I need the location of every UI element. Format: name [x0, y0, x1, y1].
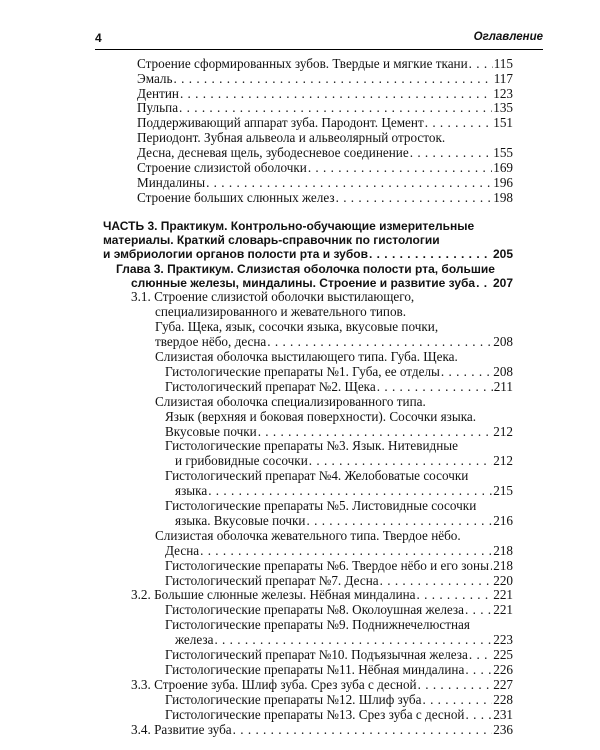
toc-entry-title: Гистологические препараты №8. Околоушная железа: [165, 602, 464, 617]
toc-entry: [165, 543, 513, 558]
toc-entry: [131, 722, 513, 737]
toc-entry: [175, 453, 513, 468]
toc-entry-title: и эмбриологии органов полости рта и зубов: [103, 247, 368, 261]
toc-entry-page: 207: [492, 276, 513, 290]
toc-entry-title: Гистологический препарат №10. Подъязычная железа: [165, 647, 468, 662]
toc-entry-title: Строение слизистой оболочки: [137, 160, 307, 175]
toc-entry-page: 196: [493, 175, 513, 190]
dot-leader: [418, 678, 493, 692]
toc-entry-page: 117: [493, 71, 513, 86]
toc-entry-title: Гистологические препараты №6. Твердое нёбо и его зоны: [165, 558, 489, 573]
toc-entry: [175, 513, 513, 528]
dot-leader: [425, 116, 492, 130]
toc-entry-page: 220: [493, 573, 513, 588]
toc-entry: [137, 160, 513, 175]
toc-entry: [137, 86, 513, 101]
toc-entry-page: 155: [493, 145, 513, 160]
toc-entry-title: твердое нёбо, десна: [155, 334, 267, 349]
toc-entry-page: 218: [493, 558, 513, 573]
toc-entry: [116, 261, 513, 276]
toc-entry-title: Периодонт. Зубная альвеола и альвеолярный отросток.: [137, 130, 446, 145]
dot-leader: [410, 146, 492, 160]
toc-entry-page: 221: [493, 602, 513, 617]
toc-entry: [155, 349, 513, 364]
toc-entry-page: 228: [493, 692, 513, 707]
toc-entry: [165, 424, 513, 439]
toc-entry-title: Гистологический препарат №2. Щека: [165, 379, 376, 394]
toc-entry-title: Десна: [165, 543, 200, 558]
toc-entry-page: 226: [493, 662, 513, 677]
toc-entry-title: ЧАСТЬ 3. Практикум. Контрольно-обучающие измерительные: [103, 219, 475, 233]
toc-entry: [155, 334, 513, 349]
dot-leader: [422, 693, 492, 707]
toc-entry-title: Глава 3. Практикум. Слизистая оболочка полости рта, большие: [116, 262, 495, 276]
running-title: Оглавление: [473, 31, 543, 43]
dot-leader: [180, 87, 492, 101]
toc-entry-page: 208: [493, 334, 513, 349]
toc-entry: [165, 438, 513, 453]
toc-entry-title: железа: [175, 632, 214, 647]
toc-entry: [155, 319, 513, 334]
toc-entry: [137, 115, 513, 130]
toc-entry: [137, 56, 513, 71]
dot-leader: [307, 514, 493, 528]
toc-entry: [165, 647, 513, 662]
toc-entry: [131, 275, 513, 290]
toc-entry-title: слюнные железы, миндалины. Строение и развитие зуба: [131, 276, 476, 290]
toc-entry-page: 212: [493, 424, 513, 439]
toc-entry-page: 211: [493, 379, 513, 394]
dot-leader: [174, 72, 493, 86]
toc-entry-title: Гистологические препараты №11. Нёбная миндалина: [165, 662, 465, 677]
toc-entry: [131, 677, 513, 692]
toc-entry: [131, 289, 513, 304]
toc-entry: [165, 662, 513, 677]
toc-entry-page: 123: [493, 86, 513, 101]
toc-entry-title: Гистологические препараты №9. Поднижнечелюстная: [165, 617, 470, 632]
dot-leader: [476, 276, 492, 290]
toc-entry-page: 212: [493, 453, 513, 468]
toc-entry-page: 169: [493, 160, 513, 175]
toc-entry: [165, 364, 513, 379]
toc-entry-page: 151: [493, 115, 513, 130]
toc-entry-title: Гистологические препараты №12. Шлиф зуба: [165, 692, 422, 707]
toc-entry-title: Гистологические препараты №1. Губа, ее отделы: [165, 364, 440, 379]
toc-entry-title: 3.4. Развитие зуба: [131, 722, 232, 737]
dot-leader: [490, 559, 492, 573]
toc-entry-title: Гистологические препараты №5. Листовидные сосочки: [165, 498, 477, 513]
toc-entry-page: 198: [493, 190, 513, 205]
toc-entry-title: Слизистая оболочка выстилающего типа. Губа. Щека.: [155, 349, 458, 364]
toc-entry-title: Слизистая оболочка специализированного типа.: [155, 394, 426, 409]
dot-leader: [208, 484, 492, 498]
toc-entry-title: Эмаль: [137, 71, 173, 86]
toc-entry-title: Слизистая оболочка жевательного типа. Твердое нёбо.: [155, 528, 461, 543]
toc-entry: [103, 246, 513, 261]
toc-entry: [137, 71, 513, 86]
toc-entry-title: Строение сформированных зубов. Твердые и мягкие ткани: [137, 56, 468, 71]
toc-entry-page: 223: [493, 632, 513, 647]
dot-leader: [465, 603, 492, 617]
toc-entry-title: 3.1. Строение слизистой оболочки выстилающего,: [131, 289, 415, 304]
toc-entry: [137, 130, 513, 145]
toc-entry-title: Гистологические препараты №3. Язык. Нитевидные: [165, 438, 459, 453]
dot-leader: [308, 161, 492, 175]
dot-leader: [179, 101, 492, 115]
toc-entry-page: 236: [493, 722, 513, 737]
page-number: 4: [95, 31, 102, 45]
toc-entry-title: и грибовидные сосочки: [175, 453, 308, 468]
toc-entry-page: 231: [493, 707, 513, 722]
toc-entry: [165, 617, 513, 632]
toc-entry: [165, 558, 513, 573]
toc-entry-title: Язык (верхняя и боковая поверхности). Сосочки языка.: [165, 409, 477, 424]
toc-entry: [137, 145, 513, 160]
dot-leader: [469, 57, 493, 71]
dot-leader: [200, 544, 492, 558]
toc-entry: [175, 632, 513, 647]
dot-leader: [369, 247, 492, 261]
toc-entry: [165, 573, 513, 588]
toc-entry-page: 135: [493, 100, 513, 115]
toc-entry-title: Дентин: [137, 86, 179, 101]
dot-leader: [267, 335, 492, 349]
toc-entry-page: 227: [493, 677, 513, 692]
dot-leader: [377, 380, 493, 394]
toc-entry-title: материалы. Краткий словарь-справочник по гистологии: [103, 233, 440, 247]
toc-entry-page: 221: [493, 587, 513, 602]
toc-entry: [165, 602, 513, 617]
toc-entry-page: 215: [493, 483, 513, 498]
dot-leader: [466, 708, 493, 722]
toc-entry: [165, 707, 513, 722]
dot-leader: [233, 723, 493, 737]
toc-entry: [155, 528, 513, 543]
dot-leader: [465, 663, 492, 677]
toc-entry: [165, 379, 513, 394]
dot-leader: [336, 191, 493, 205]
toc-entry-page: 225: [493, 647, 513, 662]
toc-entry: [137, 190, 513, 205]
toc-entry-title: Гистологические препараты №13. Срез зуба с десной: [165, 707, 465, 722]
toc-entry-page: 218: [493, 543, 513, 558]
toc-entry: [137, 175, 513, 190]
toc-entry-title: Гистологический препарат №4. Желобоватые сосочки: [165, 468, 469, 483]
dot-leader: [417, 588, 493, 602]
toc-entry: [165, 692, 513, 707]
toc-entry-title: специализированного и жевательного типов.: [155, 304, 407, 319]
toc-entry-page: 216: [493, 513, 513, 528]
toc-entry-title: Вкусовые почки: [165, 424, 257, 439]
dot-leader: [309, 454, 492, 468]
toc-entry-title: языка: [175, 483, 208, 498]
dot-leader: [380, 574, 493, 588]
dot-leader: [469, 648, 492, 662]
toc-entry: [103, 232, 513, 247]
toc-entry-title: 3.2. Большие слюнные железы. Нёбная миндалина: [131, 587, 416, 602]
toc-entry-title: Гистологический препарат №7. Десна: [165, 573, 379, 588]
toc-entry: [165, 498, 513, 513]
toc-entry: [165, 409, 513, 424]
toc-entry: [175, 483, 513, 498]
toc-entry: [155, 304, 513, 319]
dot-leader: [258, 425, 493, 439]
toc-entry-title: Поддерживающий аппарат зуба. Пародонт. Цемент: [137, 115, 424, 130]
toc-entry: [165, 468, 513, 483]
toc-entry-page: 208: [493, 364, 513, 379]
dot-leader: [441, 365, 492, 379]
toc-entry: [155, 394, 513, 409]
toc-entry-page: 115: [493, 56, 513, 71]
toc-entry-title: Пульпа: [137, 100, 179, 115]
toc-entry-title: Миндалины: [137, 175, 206, 190]
toc-entry: [103, 218, 513, 233]
toc-entry-title: Губа. Щека, язык, сосочки языка, вкусовые почки,: [155, 319, 439, 334]
toc-entry: [131, 587, 513, 602]
toc-entry: [137, 100, 513, 115]
toc-entry-title: Строение больших слюнных желез: [137, 190, 335, 205]
toc-entry-title: языка. Вкусовые почки: [175, 513, 306, 528]
dot-leader: [214, 633, 492, 647]
toc-entry-title: Десна, десневая щель, зубодесневое соединение: [137, 145, 409, 160]
dot-leader: [206, 176, 492, 190]
toc-entry-title: 3.3. Строение зуба. Шлиф зуба. Срез зуба с десной: [131, 677, 417, 692]
running-header: [95, 31, 543, 50]
toc-entry-page: 205: [492, 247, 513, 261]
